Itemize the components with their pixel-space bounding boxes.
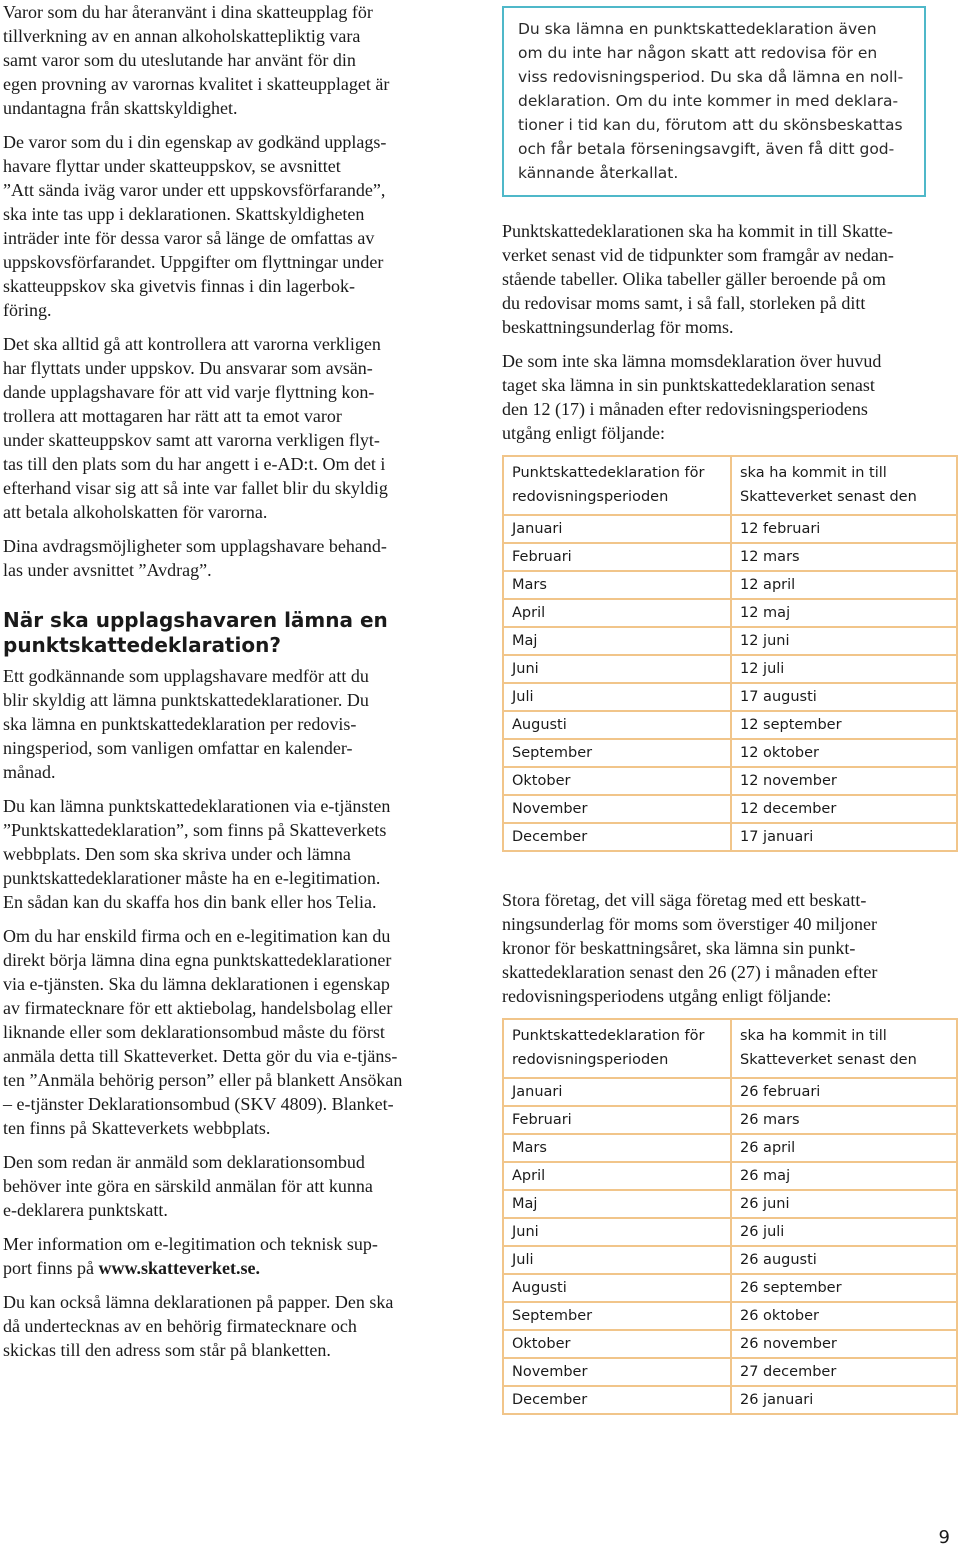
table-row [503,543,957,571]
paragraph-more-info [3,1232,463,1280]
deadline-cell: 12 februari [731,515,957,543]
period-cell: April [503,1162,731,1190]
table-header-deadline: ska ha kommit in till Skatteverket senast den [731,1019,957,1078]
deadline-cell: 26 april [731,1134,957,1162]
right-column [502,0,958,1415]
table-body [503,1078,957,1414]
table-header-row [503,456,957,515]
period-cell: Juni [503,655,731,683]
deadline-cell: 26 maj [731,1162,957,1190]
table-row [503,1386,957,1414]
deadline-cell: 12 oktober [731,739,957,767]
table-row [503,1218,957,1246]
paragraph-agent: Den som redan är anmäld som deklarationsombud behöver inte göra en särskild anmälan för att kunna e-deklarera punktskatt. [3,1152,373,1220]
paragraph-sole-trader: Om du har enskild firma och en e-legitimation kan du direkt börja lämna dina egna punktskattedeklarationer via e-tjänsten. Ska du lämna deklarationen i egenskap av firmatecknare för ett aktiebolag, handelsbolag eller liknande eller som deklarationsombud måste du först anmäla detta till Skatteverket. Detta gör du via e-tjäns- ten ”Anmäla behörig person” eller på blankett Ansökan – e-tjänster Deklarationsombud (SKV 4809). Blanket- ten finns på Skatteverkets webbplats. [3,926,403,1138]
paragraph-paper: Du kan också lämna deklarationen på papper. Den ska då undertecknas av en behörig firmatecknare och skickas till den adress som står på blanketten. [3,1292,394,1360]
table-row [503,1330,957,1358]
table-row [503,1246,957,1274]
deadline-cell: 26 mars [731,1106,957,1134]
period-cell: Juni [503,1218,731,1246]
deadline-cell: 12 maj [731,599,957,627]
spacer [502,852,958,888]
period-cell: Juli [503,683,731,711]
period-cell: Maj [503,1190,731,1218]
table-row [503,655,957,683]
period-cell: September [503,739,731,767]
deadline-cell: 12 december [731,795,957,823]
table-row [503,1190,957,1218]
period-cell: December [503,1386,731,1414]
table-body [503,515,957,851]
deadline-cell: 12 april [731,571,957,599]
deadline-cell: 12 september [731,711,957,739]
deadline-cell: 12 juli [731,655,957,683]
deadline-cell: 26 januari [740,1392,814,1408]
period-cell: Mars [503,1134,731,1162]
period-cell: Augusti [503,711,731,739]
table-row [503,1078,957,1106]
period-cell: November [503,1358,731,1386]
deadline-cell: 26 augusti [731,1246,957,1274]
table-row [503,739,957,767]
table-row [503,1106,957,1134]
period-cell: Januari [503,1078,731,1106]
table-header-row [503,1019,957,1078]
more-info-text: Mer information om e-legitimation och teknisk sup- port finns på [3,1234,378,1278]
skatteverket-link[interactable]: www.skatteverket.se. [98,1258,260,1278]
table-row [503,767,957,795]
period-cell: November [503,795,731,823]
period-cell: Mars [503,571,731,599]
info-box-wrapper [502,6,958,197]
table-row [503,1134,957,1162]
left-column [3,0,463,1372]
deadline-cell: 12 november [731,767,957,795]
table-row [503,1358,957,1386]
period-cell: December [503,823,731,851]
table-row [503,515,957,543]
paragraph-deadline: Punktskattedeklarationen ska ha kommit in till Skatte- verket senast vid de tidpunkter som framgår av nedan- stående tabeller. Olika tabeller gäller beroende på om du redovisar moms samt, i så fall, storleken på ditt beskattningsunderlag för moms. [502,221,894,337]
deadline-cell: 12 juni [731,627,957,655]
period-cell: Oktober [503,1330,731,1358]
table-row [503,1274,957,1302]
table-header-deadline: ska ha kommit in till Skatteverket senast den [731,456,957,515]
period-cell: Februari [503,543,731,571]
paragraph-reused-goods: Varor som du har återanvänt i dina skatteupplag för tillverkning av en annan alkoholskattepliktig vara samt varor som du uteslutande har använt för din egen provning av varornas kvalitet i skatteupplaget är undantagna från skattskyldighet. [3,2,390,118]
table-row [503,571,957,599]
deadline-cell: 26 juli [731,1218,957,1246]
deadline-table-12th [502,455,958,852]
deadline-cell: 12 mars [731,543,957,571]
paragraph-approval: Ett godkännande som upplagshavare medför att du blir skyldig att lämna punktskattedeklarationer. Du ska lämna en punktskattedeklaration per redovis- ningsperiod, som vanligen omfattar en kalender- månad. [3,666,369,782]
table-row [503,683,957,711]
period-cell: Juli [503,1246,731,1274]
period-cell: Oktober [503,767,731,795]
table-row [503,711,957,739]
table-row [503,1302,957,1330]
table-row [503,1162,957,1190]
period-cell: April [503,599,731,627]
deadline-cell: 17 augusti [731,683,957,711]
paragraph-no-vat: De som inte ska lämna momsdeklaration över huvud taget ska lämna in sin punktskattedeklaration senast den 12 (17) i månaden efter redovisningsperiodens utgång enligt följande: [502,351,882,443]
deadline-cell: 26 februari [731,1078,957,1106]
page-number: 9 [938,1527,950,1548]
table-header-period: Punktskattedeklaration för redovisningsperioden [503,1019,731,1078]
table-header-period: Punktskattedeklaration för redovisningsperioden [503,456,731,515]
deadline-cell: 27 december [731,1358,957,1386]
table-row [503,795,957,823]
deadline-cell: 17 januari [740,829,814,845]
table-row [503,627,957,655]
deadline-cell: 26 november [731,1330,957,1358]
deadline-cell: 26 september [731,1274,957,1302]
paragraph-large-companies: Stora företag, det vill säga företag med ett beskatt- ningsunderlag för moms som överstiger 40 miljoner kronor för beskattningsåret, ska lämna sin punkt- skattedeklaration senast den 26 (27) i månaden efter redovisningsperiodens utgång enligt följande: [502,890,878,1006]
deadline-cell: 26 oktober [731,1302,957,1330]
paragraph-deductions: Dina avdragsmöjligheter som upplagshavare behand- las under avsnittet ”Avdrag”. [3,536,387,580]
period-cell: Augusti [503,1274,731,1302]
paragraph-e-service: Du kan lämna punktskattedeklarationen via e-tjänsten ”Punktskattedeklaration”, som finns på Skatteverkets webbplats. Den som ska skriva under och lämna punktskattedeklarationer måste ha en e-legitimation. En sådan kan du skaffa hos din bank eller hos Telia. [3,796,391,912]
period-cell: Januari [503,515,731,543]
table-row [503,599,957,627]
paragraph-tax-deferral: De varor som du i din egenskap av godkänd upplags- havare flyttar under skatteuppskov, se avsnittet ”Att sända iväg varor under ett uppskovsförfarande”, ska inte tas upp i deklarationen. Skattskyldigheten inträder inte för dessa varor så länge de omfattas av uppskovsförfarandet. Uppgifter om flyttningar under skatteuppskov ska givetvis finnas i din lagerbok- föring. [3,132,387,320]
period-cell: September [503,1302,731,1330]
paragraph-control: Det ska alltid gå att kontrollera att varorna verkligen har flyttats under uppskov. Du ansvarar som avsän- dande upplagshavare för att vid varje flyttning kon- trollera att mottagaren har rätt att ta emot varor under skatteuppskov samt att varorna verkligen flyt- tas till den plats som du har angett i e-AD:t. Om det i efterhand visar sig att så inte var fallet blir du skyldig att betala alkoholskatten för varorna. [3,334,388,522]
period-cell: Februari [503,1106,731,1134]
deadline-cell: 26 juni [731,1190,957,1218]
deadline-table-26th [502,1018,958,1415]
table-row [503,823,957,851]
period-cell: Maj [503,627,731,655]
info-box: Du ska lämna en punktskattedeklaration även om du inte har någon skatt att redovisa för en viss redovisningsperiod. Du ska då lämna en noll- deklaration. Om du inte kommer in med deklara- tioner i tid kan du, förutom att du skönsbeskattas och får betala förseningsavgift, även få ditt god- kännande återkallat. [502,6,926,197]
section-heading: När ska upplagshavaren lämna en punktskattedeklaration? [3,608,388,657]
